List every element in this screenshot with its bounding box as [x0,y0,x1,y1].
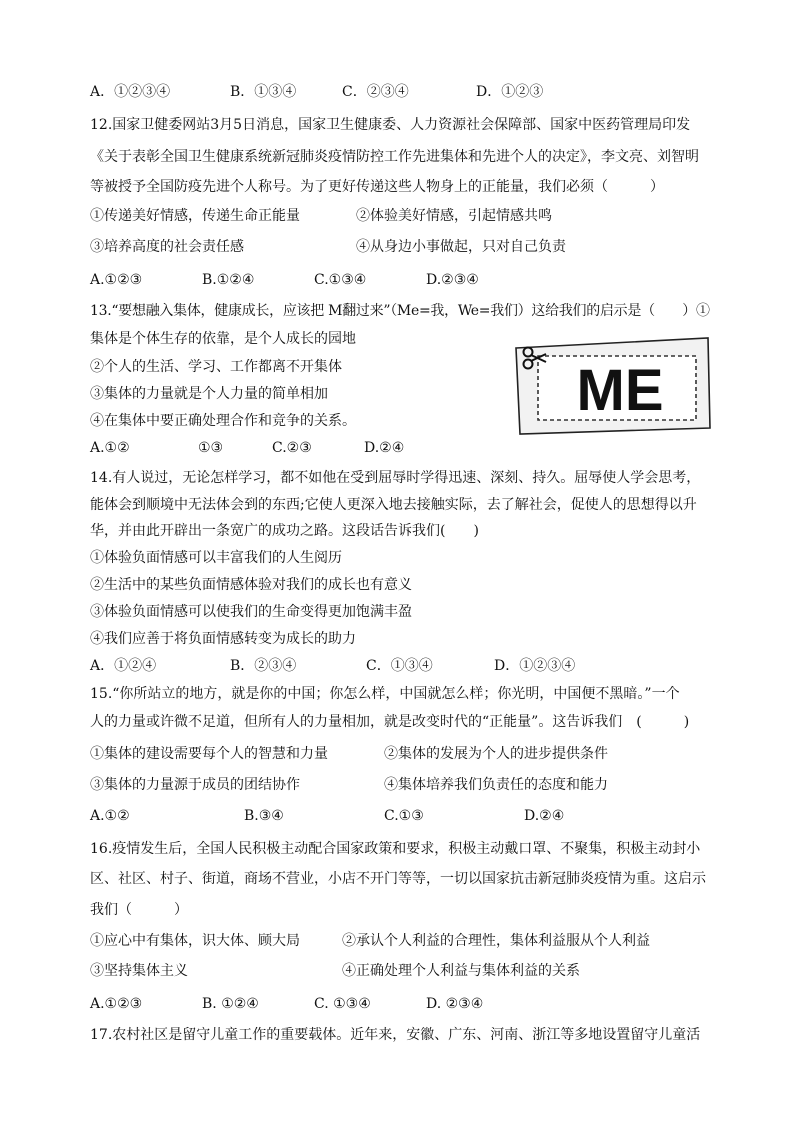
q12-option-a: A.①②③ [90,272,143,288]
q11-option-a: A．①②③④ [90,84,171,100]
q13-option-b: ①③ [198,440,224,456]
q11-options [90,82,710,102]
q11-option-d: D．①②③ [476,84,544,100]
me-text: ME [576,358,664,423]
q13-statement-4: ④在集体中要正确处理合作和竞争的关系。 [90,413,356,429]
q14-option-a: A．①②④ [90,658,157,674]
q15-option-b: B.③④ [244,808,284,824]
q15-option-d: D.②④ [524,808,565,824]
q15-option-c: C.①③ [384,808,424,824]
q14-statement-1: ①体验负面情感可以丰富我们的人生阅历 [90,550,342,566]
q15-statement-1: ①集体的建设需要每个人的智慧和力量 [90,746,328,762]
q16-statement-2: ②承认个人利益的合理性，集体利益服从个人利益 [342,933,650,949]
q13-options [90,438,710,458]
q12-option-b: B.①②④ [202,272,255,288]
q14-stem-line-1: 14.有人说过，无论怎样学习，都不如他在受到屈辱时学得迅速、深刻、持久。屈辱使人学会思考， [90,470,701,486]
q16-stem-line-3: 我们（ ） [90,902,188,918]
q12-statements-row-2 [90,237,710,257]
q14-stem-line-3: 华，并由此开辟出一条宽广的成功之路。这段话告诉我们( ) [90,523,479,539]
q15-stem-line-1: 15.“你所站立的地方，就是你的中国；你怎么样，中国就怎么样；你光明，中国便不黑暗。”一个 [90,686,680,702]
q16-statement-1: ①应心中有集体，识大体、顾大局 [90,933,300,949]
q14-option-b: B．②③④ [230,658,297,674]
q13-statement-1: 集体是个体生存的依靠，是个人成长的园地 [90,331,356,347]
q16-statements-row-2 [90,961,710,981]
q12-options [90,270,710,290]
q16-statement-3: ③坚持集体主义 [90,963,188,979]
q12-stem-line-3: 等被授予全国防疫先进个人称号。为了更好传递这些人物身上的正能量，我们必须（ ） [90,179,664,195]
q16-stem-line-1: 16.疫情发生后，全国人民积极主动配合国家政策和要求，积极主动戴口罩、不聚集，积极主动封小 [90,841,701,857]
q16-option-b: B. ①②④ [202,996,259,1012]
q12-statement-2: ②体验美好情感，引起情感共鸣 [356,208,552,224]
q11-option-c: C．②③④ [342,84,409,100]
q15-statement-3: ③集体的力量源于成员的团结协作 [90,777,300,793]
q13-stem-line-1: 13.“要想融入集体，健康成长，应该把 M翻过来”（Me=我，We=我们）这给我们的启示是（ ）① [90,303,710,319]
q12-statement-1: ①传递美好情感，传递生命正能量 [90,208,300,224]
q14-option-c: C．①③④ [366,658,433,674]
q16-statement-4: ④正确处理个人利益与集体利益的关系 [342,963,580,979]
q17-stem-line-1: 17.农村社区是留守儿童工作的重要载体。近年来，安徽、广东、河南、浙江等多地设置留守儿童活 [90,1027,701,1043]
q13-option-c: C.②③ [272,440,312,456]
q16-option-a: A.①②③ [90,996,143,1012]
q15-options [90,806,710,826]
q15-statement-4: ④集体培养我们负责任的态度和能力 [384,777,608,793]
q16-stem-line-2: 区、社区、村子、街道，商场不营业，小店不开门等等，一切以国家抗击新冠肺炎疫情为重。这启示 [90,871,706,887]
q14-option-d: D．①②③④ [494,658,576,674]
q12-option-d: D.②③④ [426,272,479,288]
q15-stem-line-2: 人的力量或许微不足道，但所有人的力量相加，就是改变时代的“正能量”。这告诉我们 ( ) [90,714,690,730]
q14-statement-3: ③体验负面情感可以使我们的生命变得更加饱满丰盈 [90,604,412,620]
me-scissors-illustration [512,330,712,438]
q12-stem-line-2: 《关于表彰全国卫生健康系统新冠肺炎疫情防控工作先进集体和先进个人的决定》，李文亮、刘智明 [90,149,699,165]
q15-statement-2: ②集体的发展为个人的进步提供条件 [384,746,608,762]
q13-option-d: D.②④ [364,440,405,456]
q12-statement-4: ④从身边小事做起，只对自己负责 [356,239,566,255]
q15-option-a: A.①② [90,808,130,824]
q13-option-a: A.①② [90,440,130,456]
q12-statements-row-1 [90,206,710,226]
q14-options [90,656,710,676]
q16-option-c: C. ①③④ [314,996,371,1012]
q12-option-c: C.①③④ [314,272,367,288]
q15-statements-row-1 [90,744,710,764]
q13-statement-2: ②个人的生活、学习、工作都离不开集体 [90,359,342,375]
q16-statements-row-1 [90,931,710,951]
q13-statement-3: ③集体的力量就是个人力量的简单相加 [90,386,328,402]
q14-statement-2: ②生活中的某些负面情感体验对我们的成长也有意义 [90,577,412,593]
q12-stem-line-1: 12.国家卫健委网站3月5日消息，国家卫生健康委、人力资源社会保障部、国家中医药管理局印发 [90,117,691,133]
q15-statements-row-2 [90,775,710,795]
q14-statement-4: ④我们应善于将负面情感转变为成长的助力 [90,631,356,647]
q14-stem-line-2: 能体会到顺境中无法体会到的东西;它使人更深入地去接触实际，去了解社会，促使人的思想得以升 [90,497,697,513]
q12-statement-3: ③培养高度的社会责任感 [90,239,244,255]
q11-option-b: B．①③④ [230,84,297,100]
q16-options [90,994,710,1014]
q16-option-d: D. ②③④ [426,996,484,1012]
